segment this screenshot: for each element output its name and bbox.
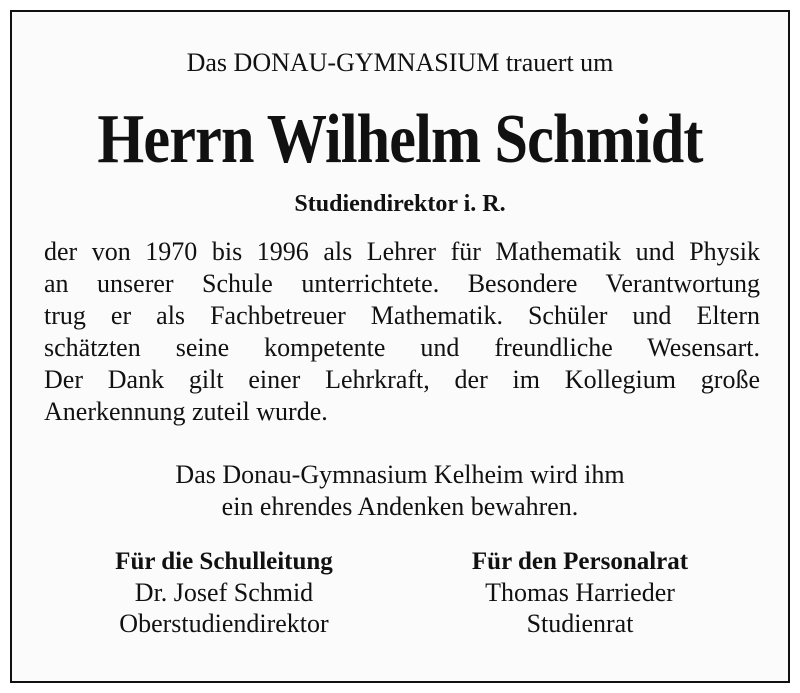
closing-text — [12, 459, 788, 523]
tribute-line: Der Dank gilt einer Lehrkraft, der im Kollegium große — [44, 365, 760, 394]
closing-line: Das Donau-Gymnasium Kelheim wird ihm — [175, 460, 625, 489]
signature-staff-council — [420, 546, 740, 639]
tribute-line: an unserer Schule unterrichtete. Besondere Verantwortung — [44, 269, 760, 298]
signatory-role: Oberstudiendirektor — [119, 609, 329, 638]
signature-heading: Für die Schulleitung — [115, 548, 333, 575]
signature-heading: Für den Personalrat — [471, 548, 689, 575]
tribute-line: trug er als Fachbetreuer Mathematik. Schüler und Eltern — [44, 301, 760, 330]
obituary-notice — [10, 10, 790, 683]
tribute-line: Anerkennung zuteil wurde. — [44, 397, 328, 426]
deceased-title: Studiendirektor i. R. — [294, 191, 506, 217]
tribute-line: schätzten seine kompetente und freundliche Wesensart. — [44, 333, 760, 362]
signatory-role: Studienrat — [526, 609, 634, 638]
closing-line: ein ehrendes Andenken bewahren. — [221, 492, 579, 521]
deceased-name: Herrn Wilhelm Schmidt — [97, 101, 703, 178]
tribute-line: der von 1970 bis 1996 als Lehrer für Mathematik und Physik — [44, 237, 760, 266]
signature-school-management — [64, 546, 384, 639]
signatory-name: Dr. Josef Schmid — [134, 578, 314, 607]
signatory-name: Thomas Harrieder — [485, 578, 675, 607]
tribute-text — [44, 236, 760, 428]
intro-line: Das DONAU-GYMNASIUM trauert um — [186, 48, 614, 77]
